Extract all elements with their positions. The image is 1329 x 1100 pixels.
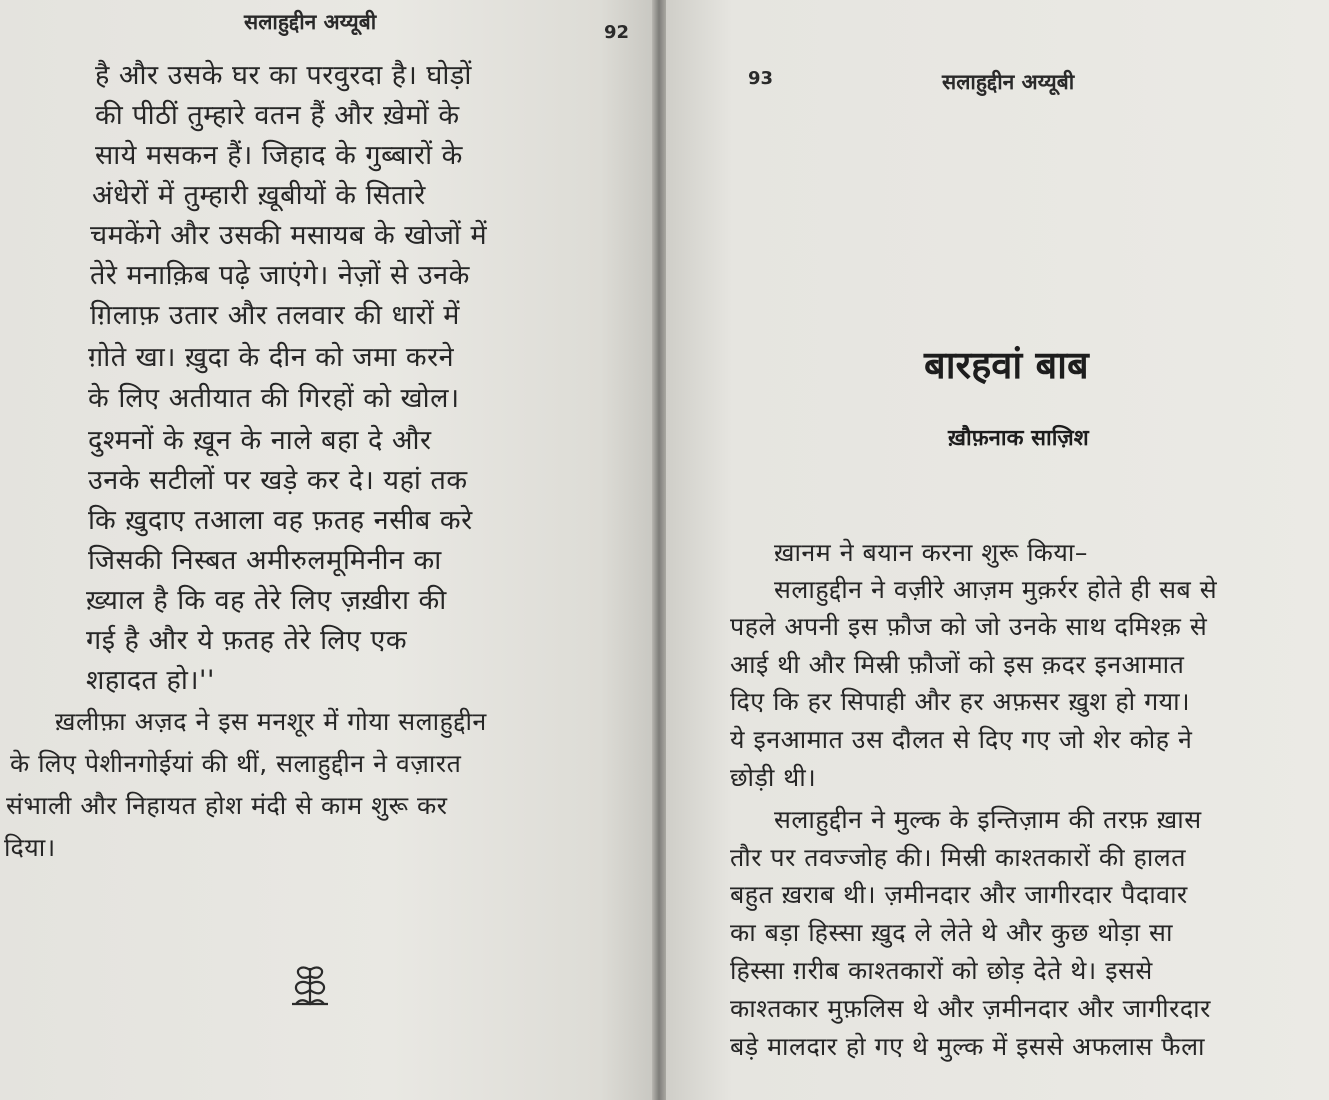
text-line: तेरे मनाक़िब पढ़े जाएंगे। नेज़ों से उनके	[90, 260, 470, 291]
text-line: अंधेरों में तुम्हारी ख़ूबीयों के सितारे	[92, 180, 426, 211]
text-line: ख़लीफ़ा अज़द ने इस मनशूर में गोया सलाहुद्दीन	[55, 707, 487, 736]
text-line: सलाहुद्दीन ने मुल्क के इन्तिज़ाम की तरफ़ ख़ास	[774, 805, 1202, 834]
right-page	[666, 0, 1329, 1100]
text-line: आई थी और मिस्री फ़ौजों को इस क़दर इनआमात	[730, 650, 1185, 679]
text-line: ग़ोते खा। ख़ुदा के दीन को जमा करने	[88, 342, 455, 373]
text-line: छोड़ी थी।	[730, 763, 817, 792]
running-head: सलाहुद्दीन अय्यूबी	[244, 10, 377, 34]
page-number: 92	[604, 22, 630, 43]
text-line: शहादत हो।''	[86, 665, 215, 696]
text-line: काश्तकार मुफ़लिस थे और ज़मीनदार और जागीरदार	[730, 994, 1211, 1023]
text-line: ख़ानम ने बयान करना शुरू किया–	[774, 538, 1088, 567]
chapter-title: बारहवां बाब	[924, 343, 1089, 387]
text-line: साये मसकन हैं। जिहाद के गुब्बारों के	[95, 140, 463, 171]
left-page	[0, 0, 652, 1100]
text-line: गई है और ये फ़तह तेरे लिए एक	[86, 625, 408, 656]
text-line: दिया।	[4, 833, 56, 862]
text-line: चमकेंगे और उसकी मसायब के खोजों में	[90, 220, 488, 251]
text-line: सलाहुद्दीन ने वज़ीरे आज़म मुक़र्रर होते ही सब से	[774, 575, 1218, 604]
text-line: पहले अपनी इस फ़ौज को जो उनके साथ दमिश्क़ से	[730, 612, 1208, 641]
book-gutter	[652, 0, 666, 1100]
text-line: हिस्सा ग़रीब काश्तकारों को छोड़ देते थे। इससे	[730, 956, 1153, 985]
text-line: के लिए पेशीनगोईयां की थीं, सलाहुद्दीन ने वज़ारत	[10, 749, 462, 778]
chapter-subtitle: ख़ौफ़नाक साज़िश	[948, 426, 1089, 451]
text-line: जिसकी निस्बत अमीरुलमूमिनीन का	[88, 545, 442, 576]
page-number: 93	[748, 68, 774, 89]
text-line: ख़्याल है कि वह तेरे लिए ज़ख़ीरा की	[86, 585, 447, 616]
text-line: उनके सटीलों पर खड़े कर दे। यहां तक	[88, 465, 468, 496]
text-line: तौर पर तवज्जोह की। मिस्री काश्तकारों की हालत	[730, 843, 1187, 872]
text-line: है और उसके घर का परवुरदा है। घोड़ों	[95, 60, 472, 91]
text-line: बड़े मालदार हो गए थे मुल्क में इससे अफलास फैला	[730, 1032, 1205, 1061]
text-line: कि ख़ुदाए तआला वह फ़तह नसीब करे	[88, 505, 473, 536]
running-head: सलाहुद्दीन अय्यूबी	[942, 70, 1075, 94]
ornament-icon	[288, 960, 332, 1006]
text-line: बहुत ख़राब थी। ज़मीनदार और जागीरदार पैदावार	[730, 880, 1188, 909]
text-line: के लिए अतीयात की गिरहों को खोल।	[88, 383, 460, 414]
text-line: ये इनआमात उस दौलत से दिए गए जो शेर कोह ने	[730, 725, 1193, 754]
text-line: दुश्मनों के ख़ून के नाले बहा दे और	[88, 425, 432, 456]
text-line: ग़िलाफ़ उतार और तलवार की धारों में	[90, 300, 460, 331]
text-line: संभाली और निहायत होश मंदी से काम शुरू कर	[6, 791, 448, 820]
text-line: दिए कि हर सिपाही और हर अफ़सर ख़ुश हो गया।	[730, 687, 1191, 716]
text-line: का बड़ा हिस्सा ख़ुद ले लेते थे और कुछ थोड़ा सा	[730, 918, 1173, 947]
text-line: की पीठीं तुम्हारे वतन हैं और ख़ेमों के	[95, 100, 460, 131]
